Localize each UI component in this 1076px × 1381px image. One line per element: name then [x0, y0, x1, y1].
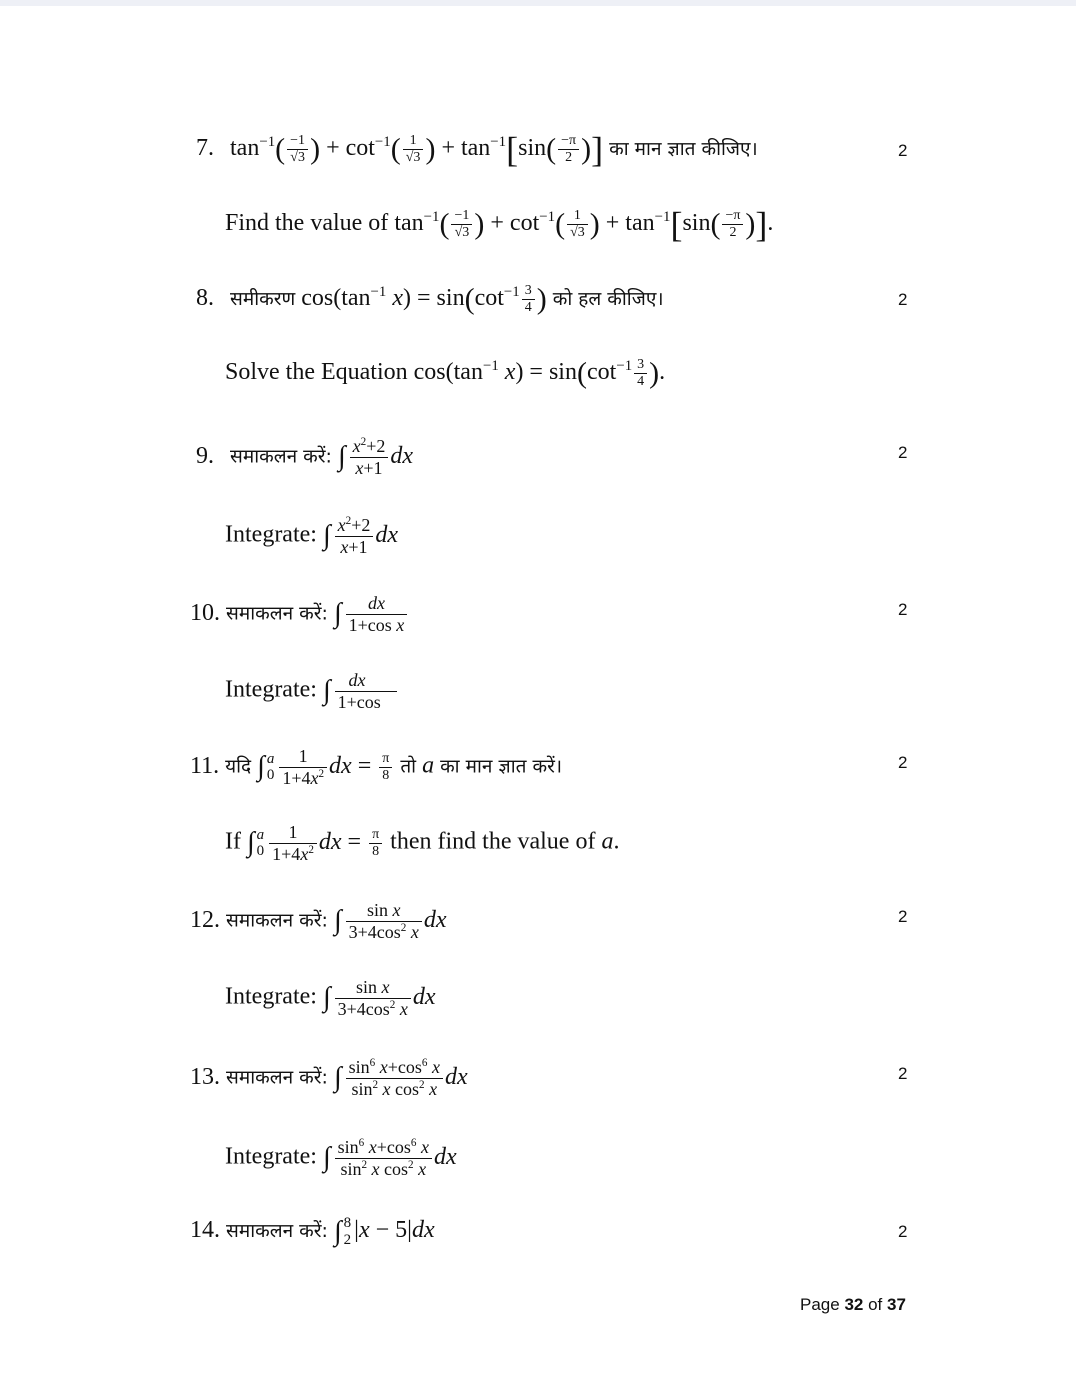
top-border [0, 0, 1076, 6]
question-prefix: समाकलन करें: [226, 1066, 328, 1089]
question-text: Integrate: [225, 1143, 317, 1170]
question-text: को हल कीजिए। [552, 288, 664, 311]
marks: 2 [898, 600, 908, 619]
question-number: 10. [190, 599, 220, 626]
question-number: 14. [190, 1217, 220, 1244]
math-expression: $\tan^{-1}$( $\frac{-1}{√3}$ ) + $\cot^{-1}$( $\frac{1}{√3}$ ) + $\tan^{-1}[\sin$( $\frac{-\pi}{2}$ )] [230, 129, 604, 170]
page-word: Page [800, 1295, 840, 1314]
question-text: Integrate: [225, 676, 317, 703]
question-text: का मान ज्ञात करें। [440, 755, 563, 778]
question-prefix: If [225, 828, 241, 855]
question-prefix: समीकरण [230, 288, 296, 311]
question-prefix: समाकलन करें: [226, 909, 328, 932]
question-mid: तो [400, 755, 417, 778]
page-current: 32 [844, 1295, 864, 1314]
question-13-hindi [190, 1057, 468, 1099]
marks: 2 [898, 141, 908, 160]
math-expression: ∫ $\frac{\text{sin x}}{3+4\cos^2 x}$ dx [333, 900, 447, 942]
question-11-english [225, 822, 619, 864]
question-14-hindi [190, 1215, 435, 1248]
math-expression: ∫ a 0 $\frac{1}{1+4x^2}$ dx = $\frac{\pi}{8}$ [247, 829, 384, 855]
marks: 2 [898, 753, 908, 772]
of-word: of [868, 1295, 883, 1314]
marks: 2 [898, 443, 908, 462]
question-number: 9. [196, 442, 214, 469]
question-text: Integrate: [225, 983, 317, 1010]
marks: 2 [898, 290, 908, 309]
marks: 2 [898, 907, 908, 926]
variable-a: a [422, 752, 435, 779]
marks: 2 [898, 1222, 908, 1241]
question-number: 11. [190, 752, 220, 779]
question-7-english [225, 204, 774, 245]
variable-a: a. [601, 828, 620, 855]
question-text: Solve the Equation [225, 359, 408, 386]
question-12-english [225, 977, 436, 1019]
question-number: 7. [196, 135, 214, 162]
question-number: 13. [190, 1063, 220, 1090]
math-expression: ∫ $\frac{dx}{1+\cos}$ [323, 677, 399, 703]
question-11-hindi [190, 746, 562, 788]
question-13-english [225, 1137, 457, 1179]
math-expression: ∫ $\frac{dx}{\text{1+cos x}}$ [334, 600, 409, 626]
math-expression: $\cos(\tan^{-1}$ $x) = \sin(\cot^{-1}$ $\frac{3}{4}$ ). [413, 356, 666, 390]
question-9-hindi [196, 436, 413, 478]
math-expression: $\tan^{-1}$( $\frac{-1}{√3}$ ) + $\cot^{-1}$( $\frac{1}{√3}$ ) + $\tan^{-1}[\sin$( $\frac{-\pi}{2}$ )]. [394, 204, 774, 245]
math-expression: ∫ $\frac{\text{sin x}}{3+4\cos^2 x}$ dx [322, 977, 436, 1019]
question-8-english [225, 357, 665, 390]
question-text: का मान ज्ञात कीजिए। [609, 138, 758, 161]
math-expression: ∫ $\frac{\sin^6 x+\cos^6 x}{\sin^2 x \cos^2 x}$ dx [333, 1057, 468, 1099]
page-footer [800, 1295, 906, 1315]
question-text: Integrate: [225, 521, 317, 548]
question-prefix: समाकलन करें: [226, 1220, 328, 1243]
math-expression: $\cos(\tan^{-1}$ $x) = \sin(\cot^{-1}$ $\frac{3}{4}$ ) [301, 282, 547, 316]
math-expression: ∫ $\frac{x^2+2}{x+1}$ dx [337, 436, 414, 478]
math-expression: ∫ 8 2 |x − 5|dx [333, 1215, 435, 1248]
question-10-hindi [190, 593, 409, 635]
question-text: then find the value of [390, 828, 596, 855]
math-expression: ∫ $\frac{x^2+2}{x+1}$ dx [322, 515, 399, 557]
question-8-hindi [196, 283, 664, 316]
question-10-english [225, 670, 399, 712]
marks: 2 [898, 1064, 908, 1083]
question-12-hindi [190, 900, 447, 942]
question-text: Find the value of [225, 210, 389, 237]
question-7-hindi [196, 129, 758, 170]
math-expression: ∫ a 0 $\frac{1}{1+4x^2}$ dx = $\frac{\pi}{8}$ [257, 753, 394, 779]
question-number: 12. [190, 906, 220, 933]
math-expression: ∫ $\frac{\sin^6 x+\cos^6 x}{\sin^2 x \cos^2 x}$ dx [322, 1137, 457, 1179]
page-total: 37 [887, 1295, 906, 1314]
question-number: 8. [196, 285, 214, 312]
question-prefix: समाकलन करें: [226, 602, 328, 625]
question-9-english [225, 515, 398, 557]
question-prefix: समाकलन करें: [230, 445, 332, 468]
question-prefix: यदि [225, 755, 252, 778]
